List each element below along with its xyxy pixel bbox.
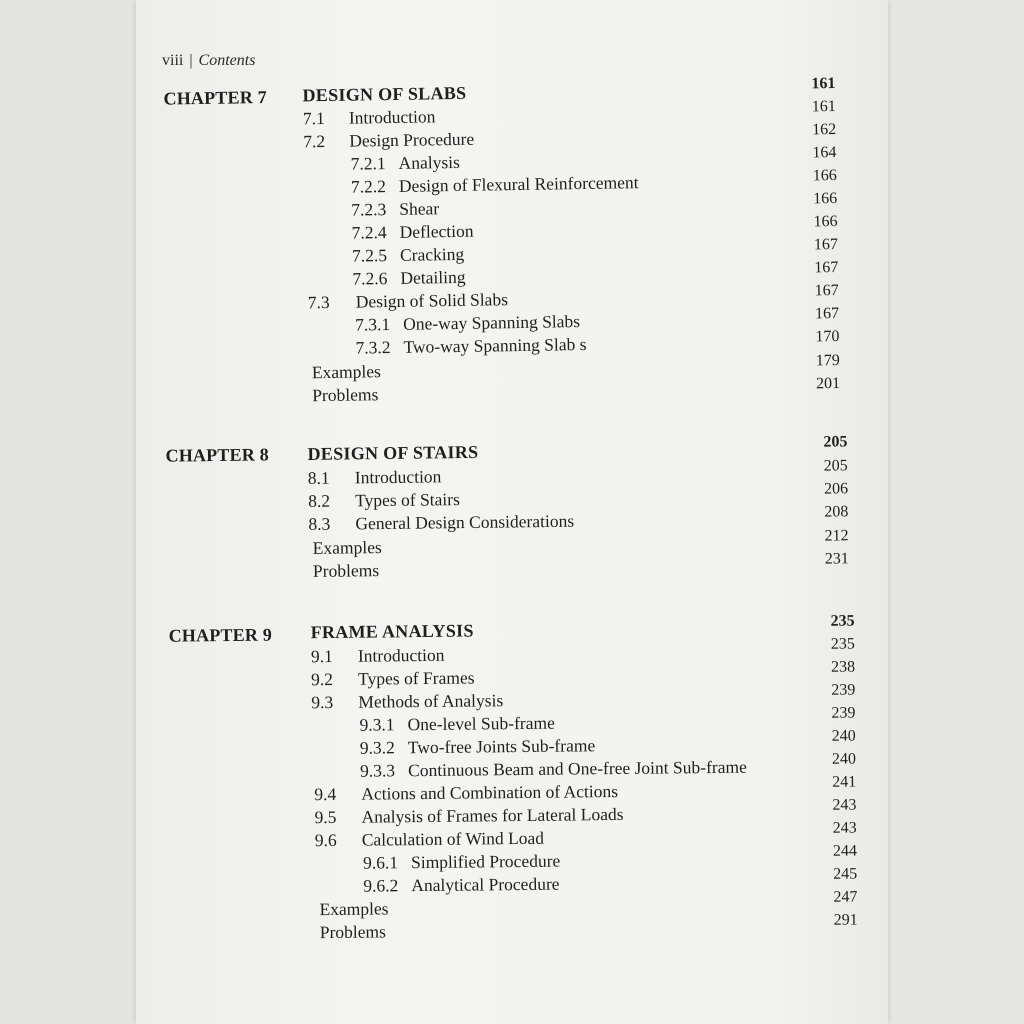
header-separator: | <box>189 52 193 69</box>
section-page: 240 <box>831 750 857 768</box>
section-title: Introduction <box>357 644 445 666</box>
section-title: One-level Sub-frame <box>407 712 555 735</box>
page-number: viii <box>162 52 184 69</box>
section-number: 9.3.1 <box>359 714 395 735</box>
section-number: 8.3 <box>308 513 331 534</box>
toc-entry <box>319 898 388 920</box>
section-number: 9.3.3 <box>359 760 396 781</box>
section-number: 7.2.5 <box>351 245 388 266</box>
toc-entry <box>308 289 508 313</box>
section-title: Continuous Beam and One-free Joint Sub-frame <box>407 756 747 781</box>
toc-entry <box>352 244 464 267</box>
section-number: 9.5 <box>314 806 337 828</box>
section-page: 245 <box>833 865 858 883</box>
section-number: 8.1 <box>307 467 330 488</box>
section-title: Analysis of Frames for Lateral Loads <box>361 803 624 827</box>
chapter-page: 235 <box>830 612 855 630</box>
section-page: 170 <box>815 327 840 346</box>
section-page: 164 <box>812 144 837 162</box>
section-title: Types of Frames <box>358 667 475 689</box>
section-page: 241 <box>832 773 857 791</box>
toc-entry <box>313 537 382 559</box>
section-page: 166 <box>813 190 838 208</box>
section-title: Introduction <box>354 466 442 488</box>
section-number: 7.3.1 <box>354 314 391 335</box>
section-title: Problems <box>319 921 386 943</box>
section-title: Two-way Spanning Slab s <box>403 333 587 357</box>
toc-entry <box>355 334 586 359</box>
section-page: 235 <box>830 635 855 653</box>
section-number: 9.3.2 <box>359 737 395 758</box>
section-number: 9.1 <box>310 645 333 667</box>
section-title: Design of Flexural Reinforcement <box>398 172 639 196</box>
toc-entry <box>351 198 439 220</box>
section-number: 7.3 <box>307 291 330 313</box>
section-title: Introduction <box>348 106 436 128</box>
toc-entry <box>311 667 475 690</box>
section-page: 291 <box>833 911 858 929</box>
toc-entry <box>313 560 379 582</box>
section-page: 244 <box>832 842 858 860</box>
background-right <box>888 0 1024 1024</box>
section-number: 9.6.2 <box>363 875 399 896</box>
toc-entry <box>303 106 436 129</box>
toc-entry <box>363 851 560 874</box>
section-page: 240 <box>831 727 856 745</box>
section-title: Two-free Joints Sub-frame <box>407 735 596 758</box>
section-title: Simplified Procedure <box>410 850 561 873</box>
section-number: 9.4 <box>314 783 337 805</box>
section-number: 7.2.1 <box>350 153 386 174</box>
section-number: 7.2.6 <box>352 268 388 289</box>
section-number: 9.6.1 <box>362 852 399 873</box>
section-title: Problems <box>312 384 379 406</box>
book-page <box>136 0 888 1024</box>
section-title: Examples <box>319 898 389 920</box>
toc-entry <box>308 489 460 512</box>
toc-entry <box>355 311 580 336</box>
section-page: 231 <box>824 550 849 568</box>
section-title: Calculation of Wind Load <box>361 827 545 850</box>
toc-entry <box>315 828 544 851</box>
section-number: 9.2 <box>311 668 334 690</box>
toc-entry <box>350 152 460 175</box>
toc-entry <box>351 172 639 198</box>
section-title: Actions and Combination of Actions <box>361 780 619 804</box>
section-number: 8.2 <box>308 490 331 511</box>
toc-entry <box>314 804 623 828</box>
toc-entry <box>360 735 596 758</box>
toc-entry <box>359 713 554 736</box>
section-page: 162 <box>811 121 837 139</box>
toc-entry <box>312 384 378 406</box>
section-number: 9.6 <box>314 829 337 851</box>
toc-entry <box>308 466 442 489</box>
section-title: Detailing <box>400 266 466 288</box>
section-page: 239 <box>831 704 856 722</box>
toc-entry <box>303 129 474 153</box>
toc-entry <box>311 690 503 713</box>
chapter-label: CHAPTER 9 <box>168 624 273 646</box>
section-number: 9.3 <box>311 691 334 713</box>
section-page: 206 <box>823 480 849 498</box>
section-title: Analytical Procedure <box>411 873 560 896</box>
header-title: Contents <box>198 52 256 69</box>
toc-entry <box>352 267 465 290</box>
chapter-page: 205 <box>823 433 848 451</box>
section-number: 7.3.2 <box>355 337 391 358</box>
section-page: 239 <box>831 681 856 699</box>
section-title: Examples <box>312 537 382 558</box>
section-page: 208 <box>824 503 849 521</box>
section-title: Analysis <box>398 151 460 173</box>
section-title: Design of Solid Slabs <box>355 289 509 312</box>
section-title: Shear <box>399 198 440 219</box>
chapter-label: CHAPTER 7 <box>163 86 268 109</box>
section-title: Examples <box>311 361 382 383</box>
chapter-title: DESIGN OF SLABS <box>302 82 467 106</box>
section-number: 7.2.3 <box>351 199 387 220</box>
toc-entry <box>308 511 574 535</box>
toc-entry <box>314 781 618 805</box>
background-left <box>0 0 136 1024</box>
section-page: 243 <box>832 819 857 837</box>
section-title: General Design Considerations <box>355 510 575 534</box>
section-page: 167 <box>814 259 839 277</box>
toc-entry <box>352 221 474 244</box>
section-page: 161 <box>811 98 836 116</box>
section-page: 167 <box>814 304 840 323</box>
section-page: 166 <box>813 213 838 231</box>
toc-entry <box>320 921 386 943</box>
section-page: 238 <box>830 658 856 676</box>
section-number: 7.2.2 <box>350 176 387 197</box>
section-number: 7.2 <box>303 131 326 152</box>
section-title: Problems <box>312 560 380 581</box>
section-title: Methods of Analysis <box>358 690 504 712</box>
chapter-label: CHAPTER 8 <box>165 444 269 466</box>
section-title: Cracking <box>399 243 465 265</box>
section-number: 7.2.4 <box>351 222 387 243</box>
section-title: One-way Spanning Slabs <box>402 311 581 334</box>
chapter-title: FRAME ANALYSIS <box>310 620 474 643</box>
toc-entry <box>311 645 445 667</box>
section-title: Types of Stairs <box>355 489 460 511</box>
section-page: 167 <box>814 282 839 300</box>
section-page: 212 <box>824 527 849 545</box>
section-page: 201 <box>815 374 841 393</box>
section-title: Deflection <box>399 220 474 242</box>
section-title: Design Procedure <box>349 128 475 151</box>
running-header <box>162 52 255 70</box>
chapter-title: DESIGN OF STAIRS <box>307 441 479 464</box>
section-number: 7.1 <box>302 108 325 129</box>
section-page: 247 <box>833 888 858 906</box>
toc-entry <box>363 874 559 897</box>
section-page: 179 <box>815 351 840 370</box>
section-page: 243 <box>832 796 857 814</box>
chapter-page: 161 <box>811 75 836 93</box>
section-page: 205 <box>823 457 848 475</box>
section-page: 167 <box>813 236 839 254</box>
toc-entry <box>360 757 747 782</box>
section-page: 166 <box>812 167 837 185</box>
toc-entry <box>312 361 381 383</box>
